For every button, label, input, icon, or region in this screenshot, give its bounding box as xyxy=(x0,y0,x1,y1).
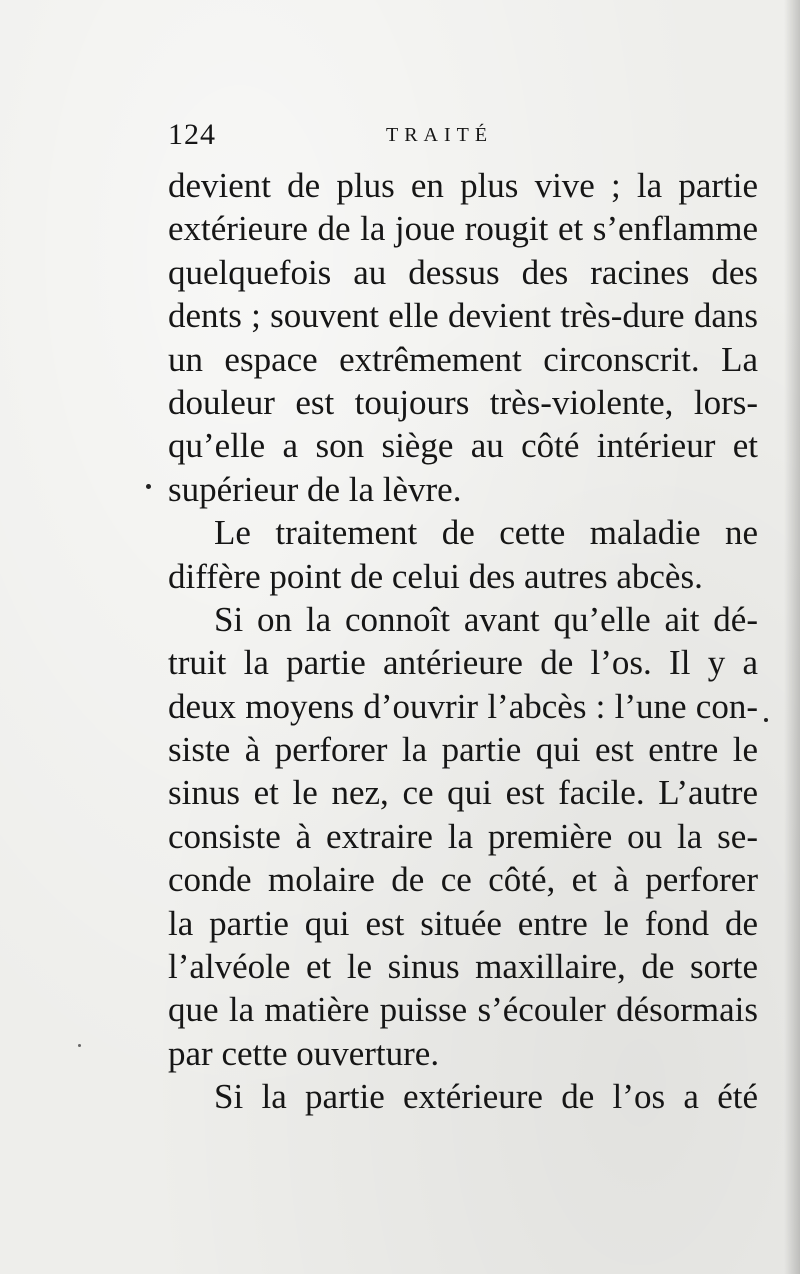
text-line: douleur est toujours très-violente, lors- xyxy=(168,382,758,422)
paragraph-start-line: Si on la connoît avant qu’elle ait dé- xyxy=(214,599,758,639)
page-number: 124 xyxy=(168,118,216,151)
text-line: deux moyens d’ouvrir l’abcès : l’une con- xyxy=(168,686,758,726)
running-head: TRAITÉ xyxy=(386,124,494,146)
text-line: consiste à extraire la première ou la se- xyxy=(168,816,758,856)
text-line: extérieure de la joue rougit et s’enflamme xyxy=(168,209,758,249)
text-line: un espace extrêmement circonscrit. La xyxy=(168,339,758,379)
text-line: conde molaire de ce côté, et à perforer xyxy=(168,860,758,900)
page-body-text xyxy=(168,164,758,1119)
text-line: par cette ouverture. xyxy=(168,1033,440,1073)
text-line: devient de plus en plus vive ; la partie xyxy=(168,166,758,205)
ink-speck xyxy=(78,1044,81,1047)
paragraph-start-line: Si la partie extérieure de l’os a été xyxy=(214,1077,758,1117)
text-line: l’alvéole et le sinus maxillaire, de sorte xyxy=(168,947,758,987)
page-header xyxy=(168,118,758,154)
text-line: qu’elle a son siège au côté intérieur et xyxy=(168,426,758,466)
ink-speck xyxy=(764,718,768,722)
ink-speck xyxy=(146,484,151,489)
text-line: quelquefois au dessus des racines des xyxy=(168,252,758,292)
paragraph-start-line: Le traitement de cette maladie ne xyxy=(214,513,758,553)
text-line: que la matière puisse s’écouler désormais xyxy=(168,990,758,1030)
text-line: truit la partie antérieure de l’os. Il y a xyxy=(168,643,758,683)
text-line: sinus et le nez, ce qui est facile. L’autre xyxy=(168,773,758,813)
page-edge-shadow xyxy=(784,0,800,1274)
text-line: dents ; souvent elle devient très-dure dans xyxy=(168,296,758,336)
text-line: la partie qui est située entre le fond de xyxy=(168,903,758,943)
text-line: supérieur de la lèvre. xyxy=(168,469,462,509)
text-line: siste à perforer la partie qui est entre le xyxy=(168,730,758,770)
text-line: diffère point de celui des autres abcès. xyxy=(168,556,703,596)
